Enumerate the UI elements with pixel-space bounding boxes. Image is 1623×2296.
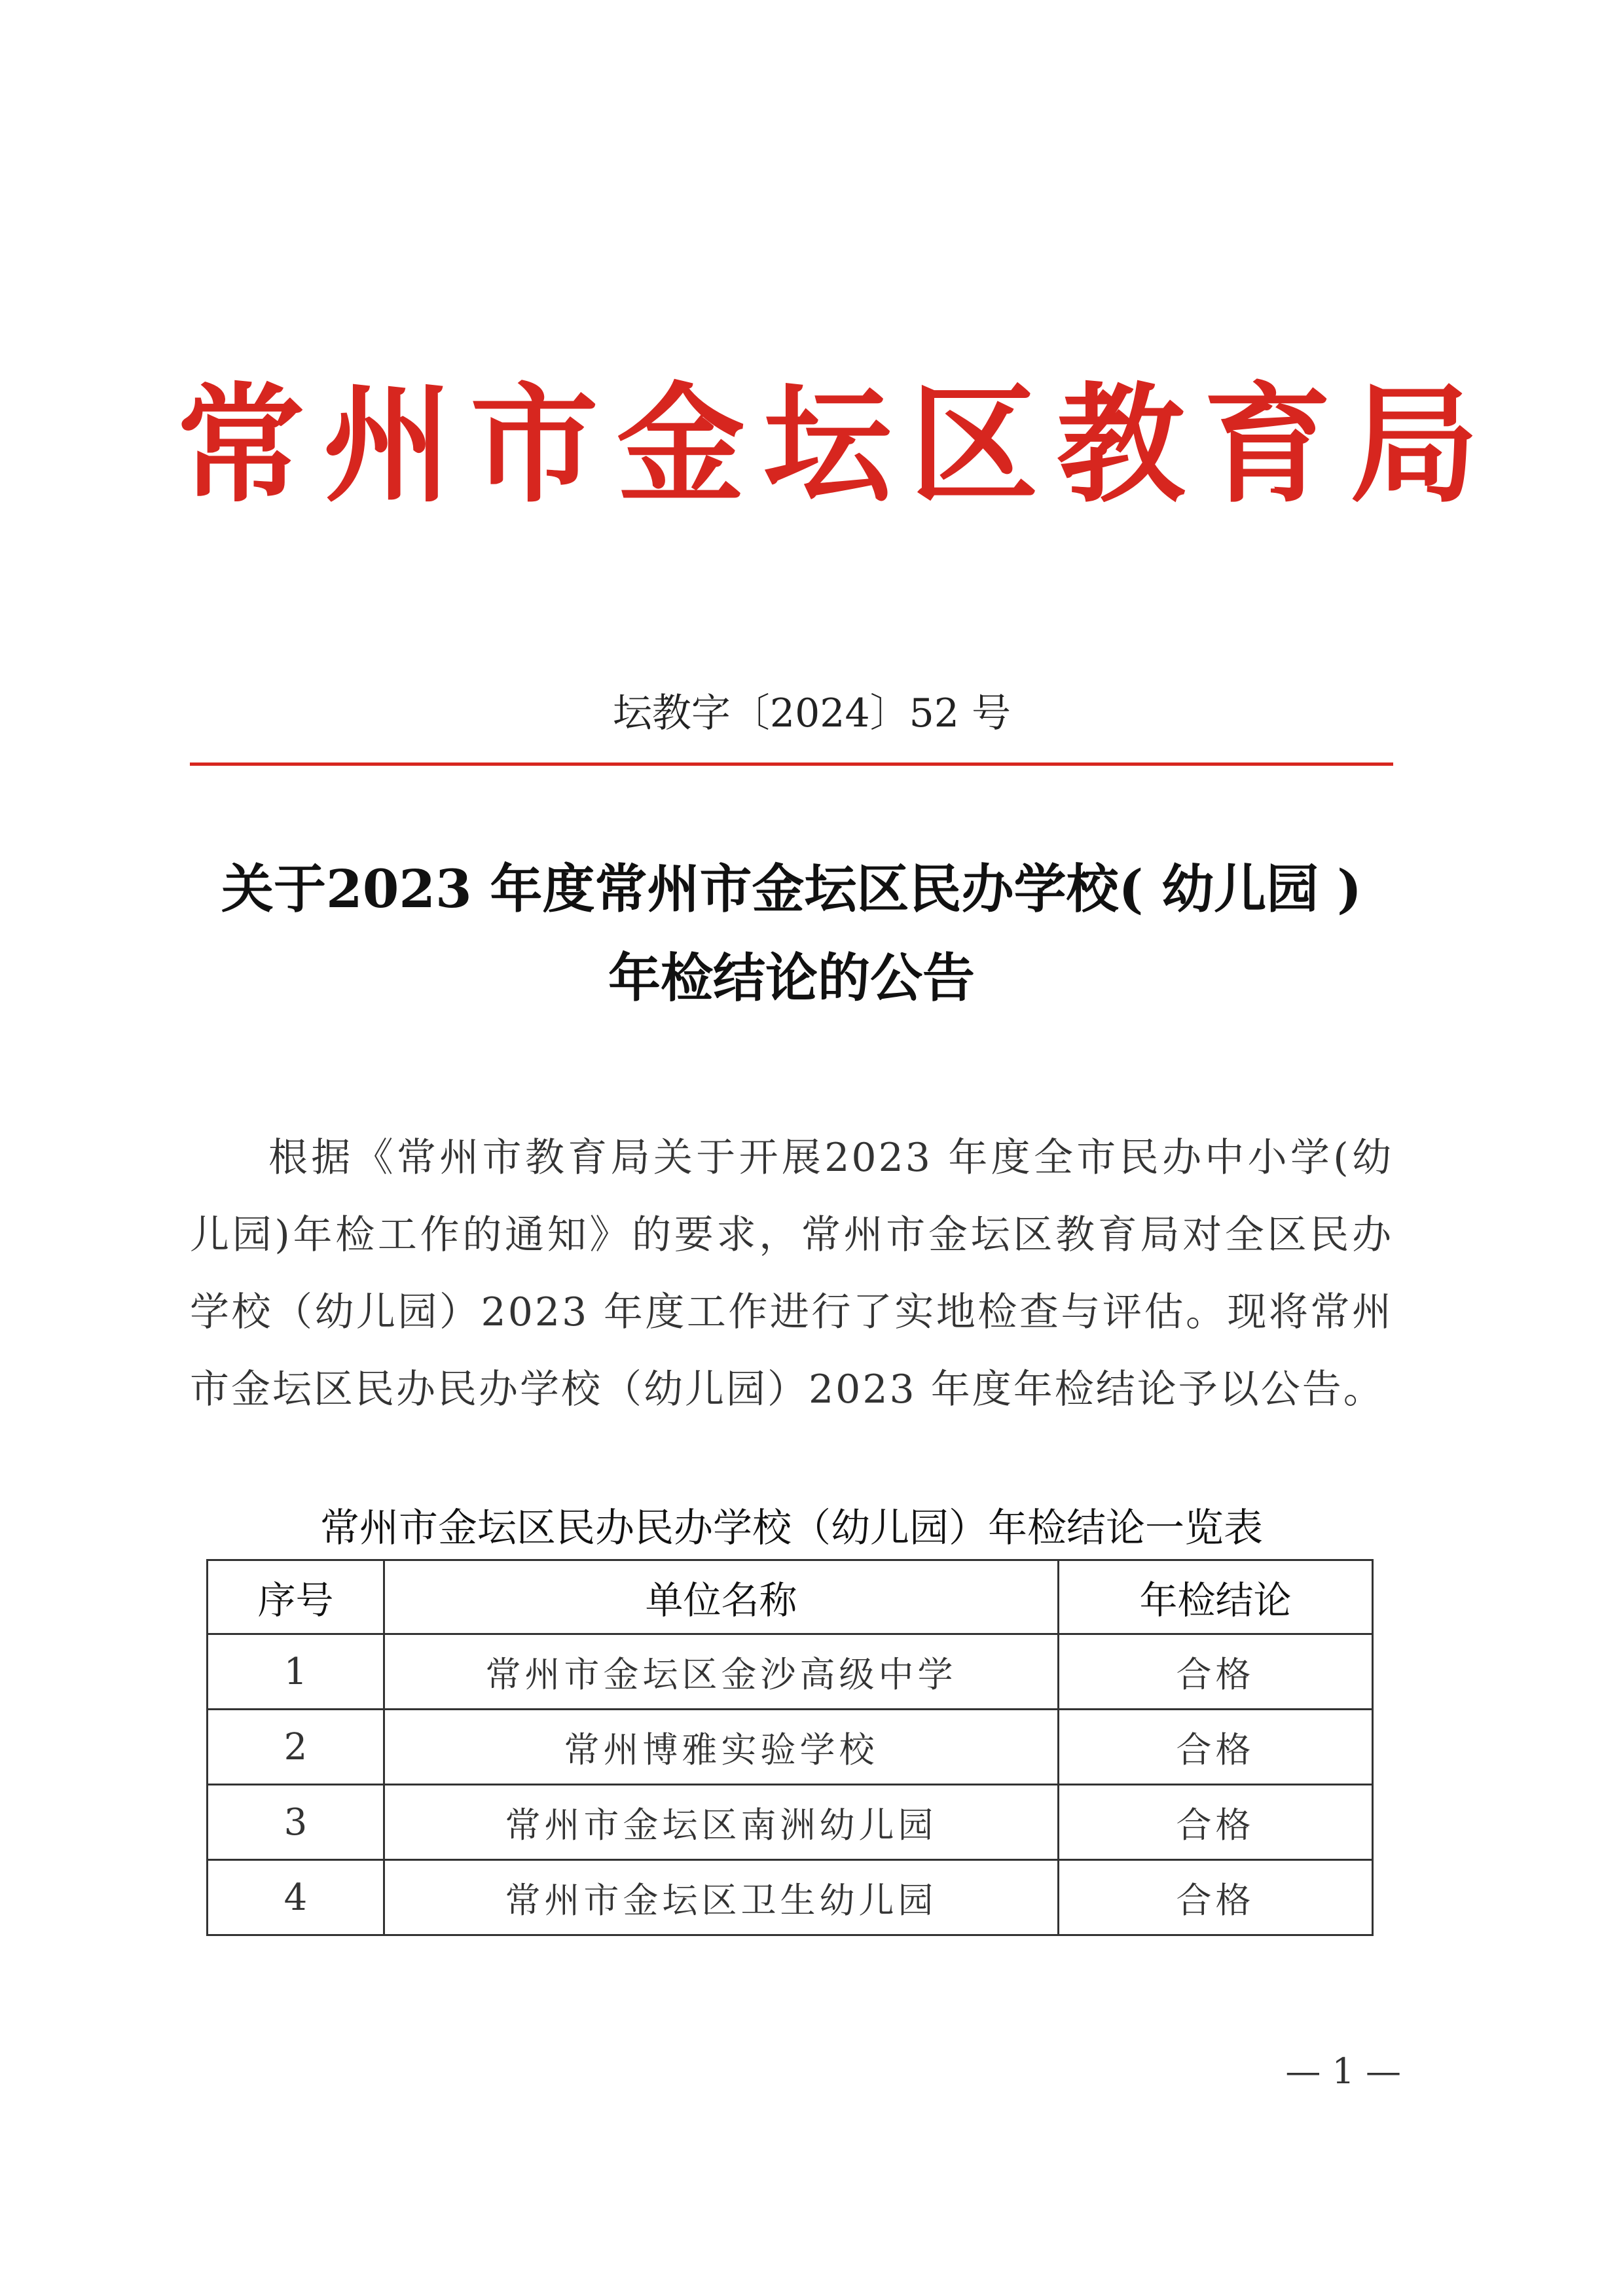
- row-unit-name: 常州市金坛区南洲幼儿园: [384, 1785, 1059, 1860]
- row-inspection-result: 合格: [1059, 1634, 1373, 1710]
- header-inspection-result: 年检结论: [1059, 1560, 1373, 1634]
- header-unit-name: 单位名称: [384, 1560, 1059, 1634]
- notice-body-paragraph: 根据《常州市教育局关于开展2023 年度全市民办中小学(幼儿园)年检工作的通知》的要求，常州市金坛区教育局对全区民办学校（幼儿园）2023 年度工作进行了实地检查与评估。现将常州市金坛区民办民办学校（幼儿园）2023 年度年检结论予以公告。: [190, 1135, 1393, 1412]
- notice-title-line-1: 关于2023 年度常州市金坛区民办学校( 幼儿园 ): [221, 858, 1362, 920]
- table-row: [208, 1785, 1373, 1860]
- notice-title-line-2: 年检结论的公告: [608, 947, 975, 1009]
- red-divider-line: [190, 762, 1393, 766]
- row-serial-number: 4: [208, 1860, 384, 1935]
- row-unit-name: 常州博雅实验学校: [384, 1710, 1059, 1785]
- inspection-result-table: [206, 1559, 1374, 1936]
- document-number: 坛教字〔2024〕52 号: [612, 691, 1012, 736]
- row-serial-number: 1: [208, 1634, 384, 1710]
- page-number: — 1 —: [1285, 2051, 1401, 2092]
- row-serial-number: 3: [208, 1785, 384, 1860]
- table-row: [208, 1860, 1373, 1935]
- row-unit-name: 常州市金坛区金沙高级中学: [384, 1634, 1059, 1710]
- row-inspection-result: 合格: [1059, 1710, 1373, 1785]
- row-serial-number: 2: [208, 1710, 384, 1785]
- row-unit-name: 常州市金坛区卫生幼儿园: [384, 1860, 1059, 1935]
- issuing-authority-title: 常州市金坛区教育局: [177, 370, 1497, 520]
- table-header-row: [208, 1560, 1373, 1634]
- table-caption: 常州市金坛区民办民办学校（幼儿园）年检结论一览表: [320, 1505, 1263, 1551]
- header-serial-number: 序号: [208, 1560, 384, 1634]
- table-row: [208, 1710, 1373, 1785]
- row-inspection-result: 合格: [1059, 1860, 1373, 1935]
- row-inspection-result: 合格: [1059, 1785, 1373, 1860]
- table-row: [208, 1634, 1373, 1710]
- notice-title: [190, 844, 1393, 1022]
